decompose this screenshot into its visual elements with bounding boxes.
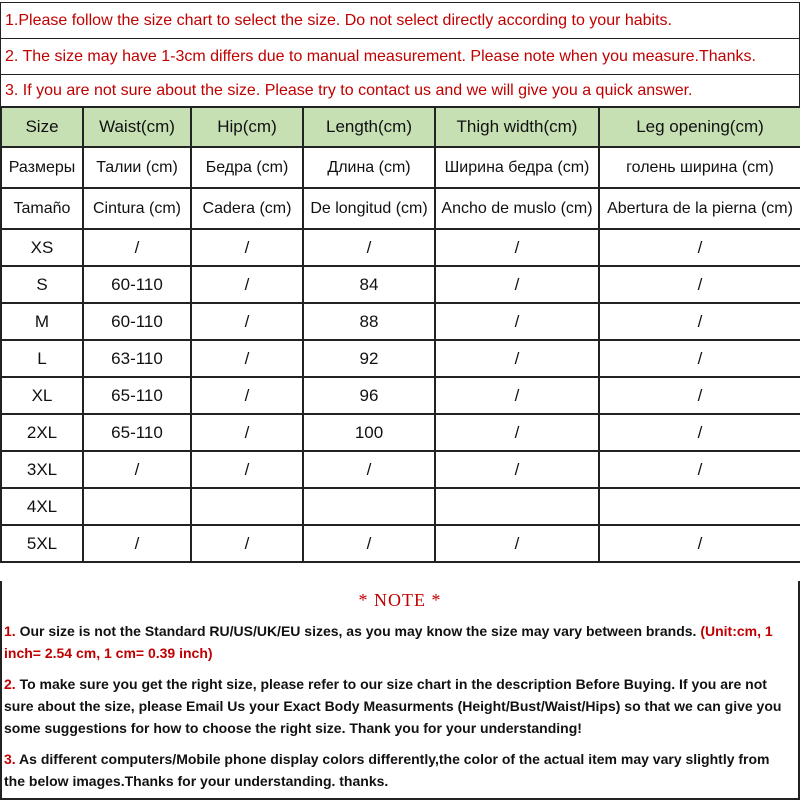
value-cell: /	[191, 414, 303, 451]
value-cell: /	[303, 229, 435, 266]
spanish-header-cell: Tamaño	[1, 188, 83, 229]
size-cell: L	[1, 340, 83, 377]
note-number: 1.	[4, 623, 16, 639]
top-note-1: 1.Please follow the size chart to select the size. Do not select directly according to your habits.	[0, 2, 800, 38]
table-row	[1, 340, 800, 377]
value-cell	[303, 488, 435, 525]
top-note-3: 3. If you are not sure about the size. Please try to contact us and we will give you a quick answer.	[0, 74, 800, 106]
russian-header-row	[1, 147, 800, 188]
value-cell: /	[303, 525, 435, 562]
value-cell: /	[435, 229, 599, 266]
value-cell: 92	[303, 340, 435, 377]
value-cell: /	[303, 451, 435, 488]
size-cell: 4XL	[1, 488, 83, 525]
table-row	[1, 488, 800, 525]
russian-header-cell: Размеры	[1, 147, 83, 188]
table-row	[1, 377, 800, 414]
size-chart-table	[0, 106, 800, 563]
note-text: To make sure you get the right size, please refer to our size chart in the description Before Buying. If you are not sure about the size, please Email Us your Exact Body Measurments (Height/Bust/Waist/Hips) so that we can give you some suggestions for how to choose the right size. Thank you for your understanding!	[4, 676, 782, 736]
value-cell: /	[435, 525, 599, 562]
value-cell: /	[599, 414, 800, 451]
spanish-header-cell: De longitud (cm)	[303, 188, 435, 229]
value-cell: /	[191, 525, 303, 562]
table-row	[1, 266, 800, 303]
table-row	[1, 525, 800, 562]
russian-header-cell: голень ширина (cm)	[599, 147, 800, 188]
size-cell: 5XL	[1, 525, 83, 562]
unit-conversion: (Unit:cm, 1 inch= 2.54 cm, 1 cm= 0.39 inch)	[4, 623, 773, 661]
table-row	[1, 303, 800, 340]
table-row	[1, 451, 800, 488]
value-cell: /	[191, 266, 303, 303]
value-cell: 60-110	[83, 303, 191, 340]
value-cell	[435, 488, 599, 525]
value-cell: 60-110	[83, 266, 191, 303]
value-cell: /	[191, 229, 303, 266]
note-text: As different computers/Mobile phone display colors differently,the color of the actual item may vary slightly from the below images.Thanks for your understanding. thanks.	[4, 751, 770, 789]
value-cell: /	[435, 377, 599, 414]
value-cell: 100	[303, 414, 435, 451]
value-cell: /	[191, 303, 303, 340]
value-cell: /	[435, 414, 599, 451]
header-cell: Waist(cm)	[83, 107, 191, 147]
value-cell: 65-110	[83, 377, 191, 414]
value-cell: /	[435, 340, 599, 377]
value-cell: 88	[303, 303, 435, 340]
value-cell: /	[191, 377, 303, 414]
spanish-header-row	[1, 188, 800, 229]
note-number: 3.	[4, 751, 16, 767]
value-cell: /	[435, 303, 599, 340]
value-cell: /	[435, 451, 599, 488]
size-cell: XS	[1, 229, 83, 266]
header-cell: Length(cm)	[303, 107, 435, 147]
value-cell: 63-110	[83, 340, 191, 377]
value-cell: /	[599, 525, 800, 562]
header-cell: Thigh width(cm)	[435, 107, 599, 147]
size-cell: XL	[1, 377, 83, 414]
value-cell	[599, 488, 800, 525]
value-cell: /	[599, 377, 800, 414]
value-cell: /	[599, 303, 800, 340]
value-cell: 65-110	[83, 414, 191, 451]
size-cell: M	[1, 303, 83, 340]
spanish-header-cell: Abertura de la pierna (cm)	[599, 188, 800, 229]
russian-header-cell: Ширина бедра (cm)	[435, 147, 599, 188]
header-cell: Hip(cm)	[191, 107, 303, 147]
note-paragraph-1	[4, 620, 794, 664]
top-note-2: 2. The size may have 1-3cm differs due to manual measurement. Please note when you measure.Thanks.	[0, 38, 800, 74]
value-cell: /	[435, 266, 599, 303]
value-cell: 96	[303, 377, 435, 414]
value-cell: /	[83, 229, 191, 266]
header-row	[1, 107, 800, 147]
value-cell: /	[599, 451, 800, 488]
russian-header-cell: Талии (cm)	[83, 147, 191, 188]
note-text: Our size is not the Standard RU/US/UK/EU sizes, as you may know the size may vary between brands.	[15, 623, 701, 639]
header-cell: Leg opening(cm)	[599, 107, 800, 147]
russian-header-cell: Длина (cm)	[303, 147, 435, 188]
note-paragraph-2	[4, 673, 794, 739]
value-cell: /	[191, 340, 303, 377]
spanish-header-cell: Cintura (cm)	[83, 188, 191, 229]
value-cell: /	[191, 451, 303, 488]
value-cell: /	[599, 229, 800, 266]
size-cell: 2XL	[1, 414, 83, 451]
value-cell	[83, 488, 191, 525]
note-number: 2.	[4, 676, 16, 692]
note-title: * NOTE *	[358, 590, 442, 610]
header-cell: Size	[1, 107, 83, 147]
russian-header-cell: Бедра (cm)	[191, 147, 303, 188]
value-cell: 84	[303, 266, 435, 303]
value-cell: /	[599, 340, 800, 377]
spanish-header-cell: Cadera (cm)	[191, 188, 303, 229]
table-row	[1, 414, 800, 451]
size-cell: 3XL	[1, 451, 83, 488]
value-cell: /	[83, 451, 191, 488]
value-cell: /	[599, 266, 800, 303]
value-cell: /	[83, 525, 191, 562]
size-cell: S	[1, 266, 83, 303]
spanish-header-cell: Ancho de muslo (cm)	[435, 188, 599, 229]
note-paragraph-3	[4, 748, 794, 792]
table-row	[1, 229, 800, 266]
value-cell	[191, 488, 303, 525]
